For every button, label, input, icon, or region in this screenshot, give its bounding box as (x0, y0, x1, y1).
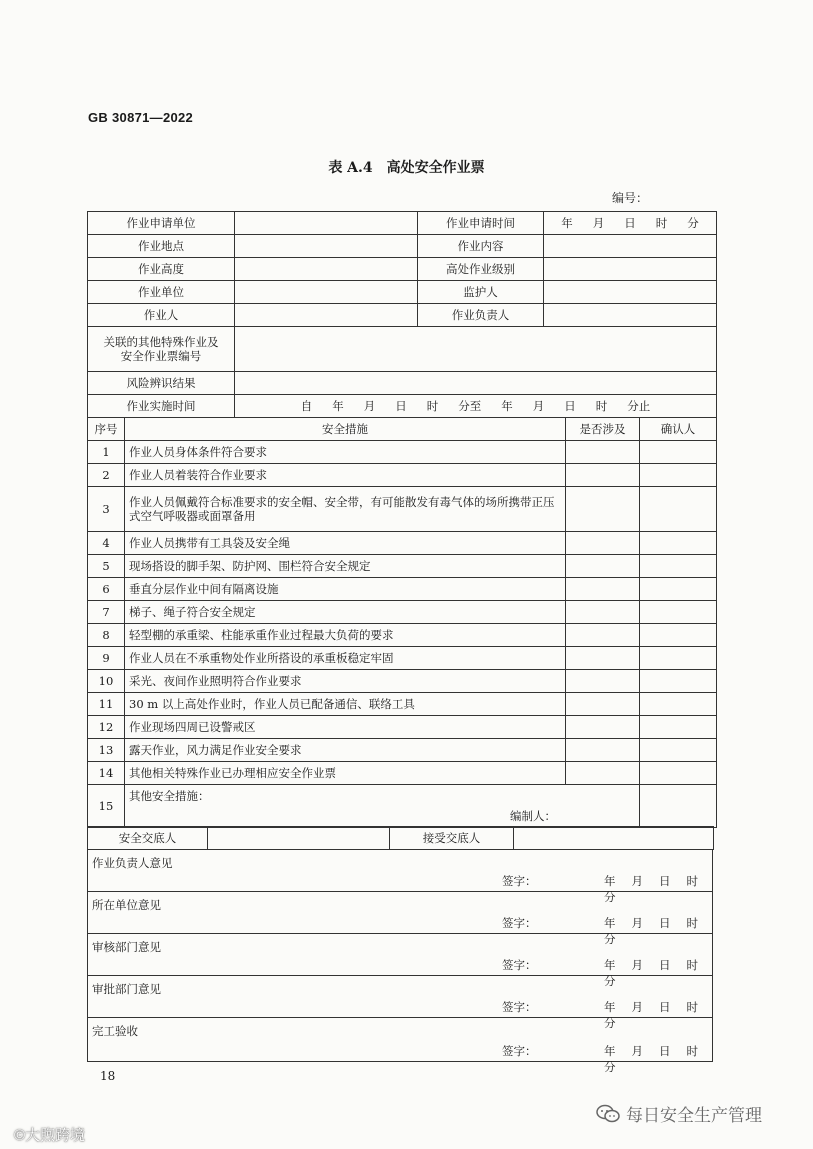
measure-no: 11 (88, 693, 125, 716)
col-header-confirm: 确认人 (640, 418, 717, 441)
date-unit-month: 月 (631, 1044, 643, 1058)
handover-table (87, 826, 714, 850)
risk-field[interactable] (235, 372, 717, 395)
related-permits-line1: 关联的其他特殊作业及 (103, 335, 219, 349)
impl-unit-hour: 时 (426, 399, 439, 413)
measure-text: 采光、夜间作业照明符合作业要求 (125, 670, 566, 693)
level-field[interactable] (544, 258, 717, 281)
date-unit-day: 日 (624, 216, 636, 230)
editor-label: 编制人： (510, 809, 556, 823)
measure-row (88, 762, 717, 785)
date-unit-minute: 分 (604, 890, 616, 904)
confirm-cell[interactable] (640, 441, 717, 464)
measure-text: 作业人员着装符合作业要求 (125, 464, 566, 487)
opinion-title: 所在单位意见 (92, 898, 161, 912)
involved-cell[interactable] (566, 739, 640, 762)
col-header-measure: 安全措施 (125, 418, 566, 441)
measure-text: 轻型棚的承重梁、柱能承重作业过程最大负荷的要求 (125, 624, 566, 647)
opinion-review[interactable] (87, 933, 713, 988)
content-label: 作业内容 (418, 235, 544, 258)
impl-unit-day: 日 (395, 399, 407, 413)
involved-cell[interactable] (566, 762, 640, 785)
involved-cell[interactable] (566, 624, 640, 647)
date-unit-hour: 时 (686, 916, 698, 930)
watermark-right (596, 1101, 762, 1126)
measure-no: 7 (88, 601, 125, 624)
date-unit-minute: 分 (604, 974, 616, 988)
serial-number-label: 编号： (612, 191, 649, 205)
confirm-cell[interactable] (640, 487, 717, 532)
date-unit-year: 年 (604, 1000, 616, 1014)
measure-no: 9 (88, 647, 125, 670)
date-unit-hour: 时 (686, 1000, 698, 1014)
col-header-involved: 是否涉及 (566, 418, 640, 441)
measure-row (88, 441, 717, 464)
confirm-cell[interactable] (640, 670, 717, 693)
sign-label: 签字： (502, 916, 537, 930)
opinion-completion[interactable] (87, 1017, 713, 1074)
level-label: 高处作业级别 (418, 258, 544, 281)
measure-row (88, 464, 717, 487)
involved-cell[interactable] (566, 716, 640, 739)
apply-time-label: 作业申请时间 (418, 212, 544, 235)
impl-unit-month: 月 (363, 399, 376, 413)
involved-cell[interactable] (566, 693, 640, 716)
opinion-title: 完工验收 (92, 1024, 138, 1038)
confirm-cell[interactable] (640, 716, 717, 739)
confirm-cell[interactable] (640, 532, 717, 555)
measure-no: 13 (88, 739, 125, 762)
col-header-no: 序号 (88, 418, 125, 441)
measure-no: 14 (88, 762, 125, 785)
involved-cell[interactable] (566, 601, 640, 624)
measure-text: 30 m 以上高处作业时，作业人员已配备通信、联络工具 (125, 693, 566, 716)
measure-text: 垂直分层作业中间有隔离设施 (125, 578, 566, 601)
sign-label: 签字： (502, 958, 537, 972)
date-unit-hour: 时 (686, 1044, 698, 1058)
measure-row (88, 601, 717, 624)
measure-text: 露天作业，风力满足作业安全要求 (125, 739, 566, 762)
date-unit-month: 月 (631, 1000, 643, 1014)
permit-table (87, 211, 717, 828)
apply-unit-field[interactable] (235, 212, 418, 235)
confirm-cell[interactable] (640, 785, 717, 828)
location-field[interactable] (235, 235, 418, 258)
leader-label: 作业负责人 (418, 304, 544, 327)
measure-text: 作业人员在不承重物处作业所搭设的承重板稳定牢固 (125, 647, 566, 670)
date-unit-day: 日 (659, 1044, 671, 1058)
date-unit-day: 日 (659, 958, 671, 972)
apply-unit-label: 作业申请单位 (88, 212, 235, 235)
date-unit-year: 年 (604, 874, 616, 888)
involved-cell[interactable] (566, 647, 640, 670)
measure-text: 现场搭设的脚手架、防护网、围栏符合安全规定 (125, 555, 566, 578)
page-title: 表 A.4 高处安全作业票 (328, 160, 485, 176)
date-unit-minute: 分 (604, 1016, 616, 1030)
opinion-leader[interactable] (87, 849, 713, 904)
confirm-cell[interactable] (640, 464, 717, 487)
date-unit-month: 月 (631, 874, 643, 888)
date-unit-month: 月 (592, 216, 605, 230)
opinion-date (596, 1043, 712, 1075)
measure-row-other (88, 785, 717, 828)
measure-text: 作业人员佩戴符合标准要求的安全帽、安全带，有可能散发有毒气体的场所携带正压式空气呼吸器或面罩备用 (125, 487, 566, 532)
measure-no: 5 (88, 555, 125, 578)
involved-cell[interactable] (566, 555, 640, 578)
measure-row (88, 693, 717, 716)
measure-no: 8 (88, 624, 125, 647)
risk-label: 风险辨识结果 (88, 372, 235, 395)
confirm-cell[interactable] (640, 762, 717, 785)
handover-receiver-label: 接受交底人 (390, 827, 514, 850)
measure-row (88, 578, 717, 601)
measure-no: 2 (88, 464, 125, 487)
measure-no: 15 (88, 785, 125, 828)
page-number: 18 (100, 1069, 116, 1083)
chat-bubble-icon (596, 1104, 620, 1124)
handover-receiver-field[interactable] (514, 827, 714, 850)
measure-text: 作业人员身体条件符合要求 (125, 441, 566, 464)
date-unit-month: 月 (631, 958, 643, 972)
involved-cell[interactable] (566, 578, 640, 601)
confirm-cell[interactable] (640, 739, 717, 762)
opinion-approval[interactable] (87, 975, 713, 1030)
measure-row (88, 647, 717, 670)
measure-no: 12 (88, 716, 125, 739)
content-field[interactable] (544, 235, 717, 258)
date-unit-minute: 分 (604, 1060, 616, 1074)
involved-cell[interactable] (566, 670, 640, 693)
date-unit-year: 年 (604, 916, 616, 930)
impl-unit-month-end: 月 (532, 399, 545, 413)
measure-text: 作业人员携带有工具袋及安全绳 (125, 532, 566, 555)
date-unit-year: 年 (604, 1044, 616, 1058)
other-measures-field[interactable] (125, 785, 640, 828)
confirm-cell[interactable] (640, 555, 717, 578)
confirm-cell[interactable] (640, 624, 717, 647)
guardian-label: 监护人 (418, 281, 544, 304)
related-permits-line2: 安全作业票编号 (120, 349, 202, 363)
watermark-left: ©大煦跨境 (14, 1127, 86, 1144)
impl-unit-minute-to: 分至 (458, 399, 482, 413)
worker-field[interactable] (235, 304, 418, 327)
involved-cell[interactable] (566, 487, 640, 532)
impl-time-field[interactable] (235, 395, 717, 418)
handover-giver-label: 安全交底人 (88, 827, 208, 850)
measure-no: 1 (88, 441, 125, 464)
date-unit-hour: 时 (655, 216, 668, 230)
impl-unit-year-end: 年 (501, 399, 513, 413)
involved-cell[interactable] (566, 441, 640, 464)
measure-no: 6 (88, 578, 125, 601)
measure-row (88, 532, 717, 555)
impl-unit-minute-end: 分止 (627, 399, 651, 413)
date-unit-month: 月 (631, 916, 643, 930)
date-unit-hour: 时 (686, 874, 698, 888)
impl-unit-from: 自 (300, 399, 313, 413)
other-measures-label: 其他安全措施： (129, 789, 210, 803)
guardian-field[interactable] (544, 281, 717, 304)
confirm-cell[interactable] (640, 578, 717, 601)
date-unit-hour: 时 (686, 958, 698, 972)
measure-no: 4 (88, 532, 125, 555)
measure-no: 10 (88, 670, 125, 693)
confirm-cell[interactable] (640, 647, 717, 670)
date-unit-day: 日 (659, 1000, 671, 1014)
watermark-right-text: 每日安全生产管理 (626, 1106, 762, 1125)
involved-cell[interactable] (566, 532, 640, 555)
confirm-cell[interactable] (640, 601, 717, 624)
measure-text: 梯子、绳子符合安全规定 (125, 601, 566, 624)
measure-text: 其他相关特殊作业已办理相应安全作业票 (125, 762, 566, 785)
date-unit-minute: 分 (604, 932, 616, 946)
confirm-cell[interactable] (640, 693, 717, 716)
work-unit-label: 作业单位 (88, 281, 235, 304)
date-unit-year: 年 (561, 216, 573, 230)
apply-time-field[interactable] (544, 212, 717, 235)
opinion-title: 审核部门意见 (92, 940, 161, 954)
impl-time-label: 作业实施时间 (88, 395, 235, 418)
measure-row (88, 624, 717, 647)
work-unit-field[interactable] (235, 281, 418, 304)
leader-field[interactable] (544, 304, 717, 327)
location-label: 作业地点 (88, 235, 235, 258)
height-label: 作业高度 (88, 258, 235, 281)
measure-row (88, 716, 717, 739)
measure-row (88, 555, 717, 578)
height-field[interactable] (235, 258, 418, 281)
related-permits-label (88, 327, 235, 372)
impl-unit-year: 年 (332, 399, 344, 413)
opinion-title: 审批部门意见 (92, 982, 161, 996)
sign-label: 签字： (502, 1044, 537, 1058)
opinion-unit[interactable] (87, 891, 713, 946)
date-unit-minute: 分 (687, 216, 699, 230)
measure-row (88, 487, 717, 532)
impl-unit-day-end: 日 (564, 399, 576, 413)
opinion-title: 作业负责人意见 (92, 856, 173, 870)
involved-cell[interactable] (566, 464, 640, 487)
sign-label: 签字： (502, 1000, 537, 1014)
date-unit-day: 日 (659, 874, 671, 888)
handover-giver-field[interactable] (208, 827, 390, 850)
impl-unit-hour-end: 时 (595, 399, 608, 413)
measure-row (88, 739, 717, 762)
standard-code: GB 30871—2022 (88, 110, 194, 125)
measure-no: 3 (88, 487, 125, 532)
worker-label: 作业人 (88, 304, 235, 327)
related-permits-field[interactable] (235, 327, 717, 372)
date-unit-day: 日 (659, 916, 671, 930)
date-unit-year: 年 (604, 958, 616, 972)
measure-row (88, 670, 717, 693)
sign-label: 签字： (502, 874, 537, 888)
measure-text: 作业现场四周已设警戒区 (125, 716, 566, 739)
